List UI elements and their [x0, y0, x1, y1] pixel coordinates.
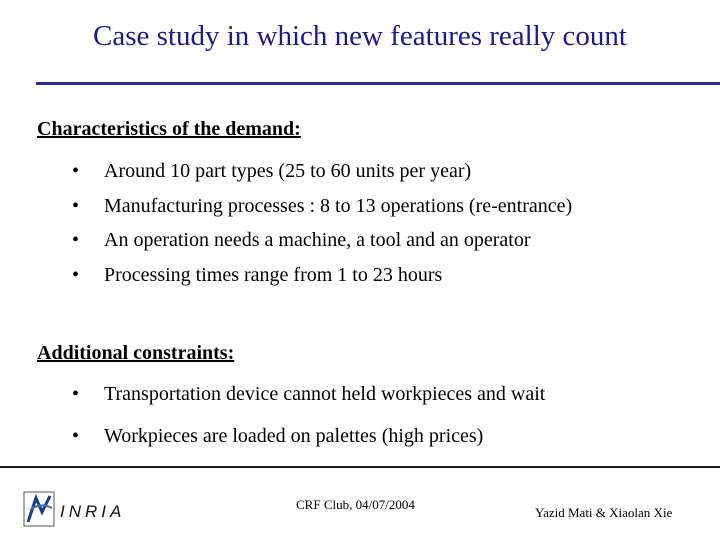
- constraints-heading: Additional constraints:: [37, 342, 235, 364]
- demand-heading: Characteristics of the demand:: [37, 118, 301, 140]
- bullet-icon: •: [72, 160, 80, 182]
- demand-list: [72, 160, 572, 298]
- bullet-icon: •: [72, 194, 80, 217]
- logo-text: INRIA: [60, 502, 126, 521]
- slide-title: Case study in which new features really count: [93, 20, 627, 52]
- list-item: [72, 383, 545, 425]
- footer-event: CRF Club, 04/07/2004: [296, 497, 415, 512]
- bullet-icon: •: [72, 229, 80, 251]
- constraints-list: [72, 383, 545, 467]
- inria-logo-icon: [22, 490, 62, 530]
- list-item: [72, 160, 572, 195]
- list-item: [72, 229, 572, 264]
- list-item-text: An operation needs a machine, a tool and an operator: [104, 229, 531, 251]
- title-divider: [36, 82, 720, 85]
- list-item: [72, 264, 572, 299]
- list-item-text: Processing times range from 1 to 23 hours: [104, 263, 443, 286]
- list-item-text: Manufacturing processes : 8 to 13 operations (re-entrance): [104, 194, 573, 217]
- bullet-icon: •: [72, 383, 80, 405]
- footer-divider: [0, 466, 720, 468]
- bullet-icon: •: [72, 425, 80, 447]
- footer-authors: Yazid Mati & Xiaolan Xie: [535, 505, 673, 520]
- inria-logo: [22, 490, 140, 530]
- list-item-text: Around 10 part types (25 to 60 units per year): [104, 160, 472, 182]
- list-item: [72, 425, 545, 467]
- list-item-text: Workpieces are loaded on palettes (high prices): [104, 425, 484, 447]
- bullet-icon: •: [72, 263, 80, 286]
- list-item: [72, 195, 572, 230]
- list-item-text: Transportation device cannot held workpieces and wait: [104, 383, 546, 405]
